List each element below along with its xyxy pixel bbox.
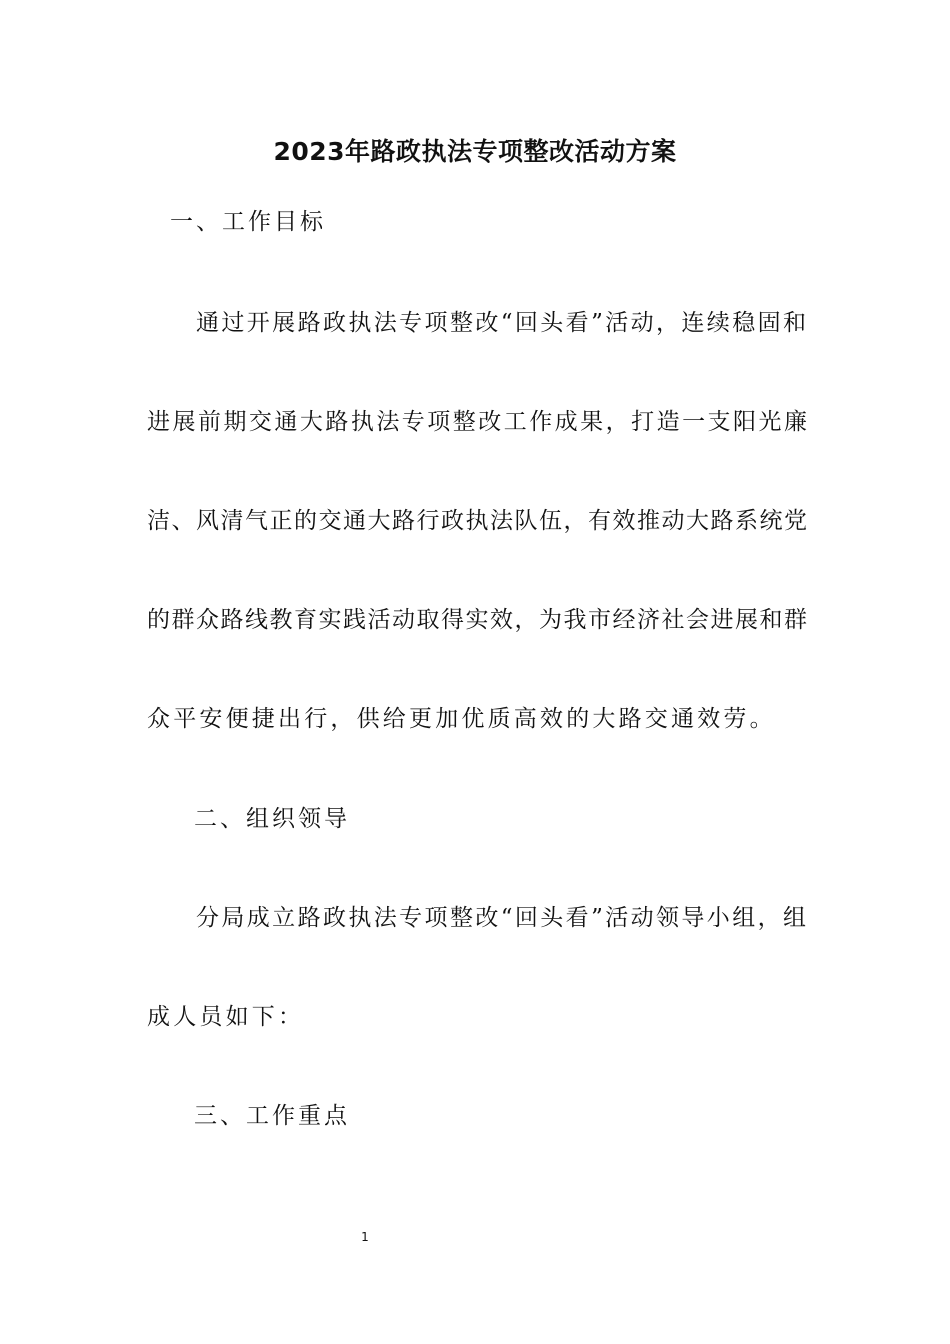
page-number: 1 (361, 1230, 369, 1244)
document-title: 2023年路政执法专项整改活动方案 (273, 137, 677, 166)
paragraph-line: 洁、风清气正的交通大路行政执法队伍，有效推动大路系统党 (147, 508, 807, 534)
paragraph-line: 众平安便捷出行，供给更加优质高效的大路交通效劳。 (147, 706, 776, 732)
section-heading-goals: 一、工作目标 (170, 209, 326, 235)
section-heading-organization: 二、组织领导 (194, 806, 350, 832)
paragraph-line: 通过开展路政执法专项整改“回头看”活动，连续稳固和 (196, 310, 806, 336)
paragraph-line: 成人员如下： (147, 1004, 305, 1030)
paragraph-line: 的群众路线教育实践活动取得实效，为我市经济社会进展和群 (147, 607, 807, 633)
paragraph-line: 进展前期交通大路执法专项整改工作成果，打造一支阳光廉 (147, 409, 807, 435)
section-heading-key-work: 三、工作重点 (194, 1103, 350, 1129)
paragraph-line: 分局成立路政执法专项整改“回头看”活动领导小组，组 (196, 905, 806, 931)
